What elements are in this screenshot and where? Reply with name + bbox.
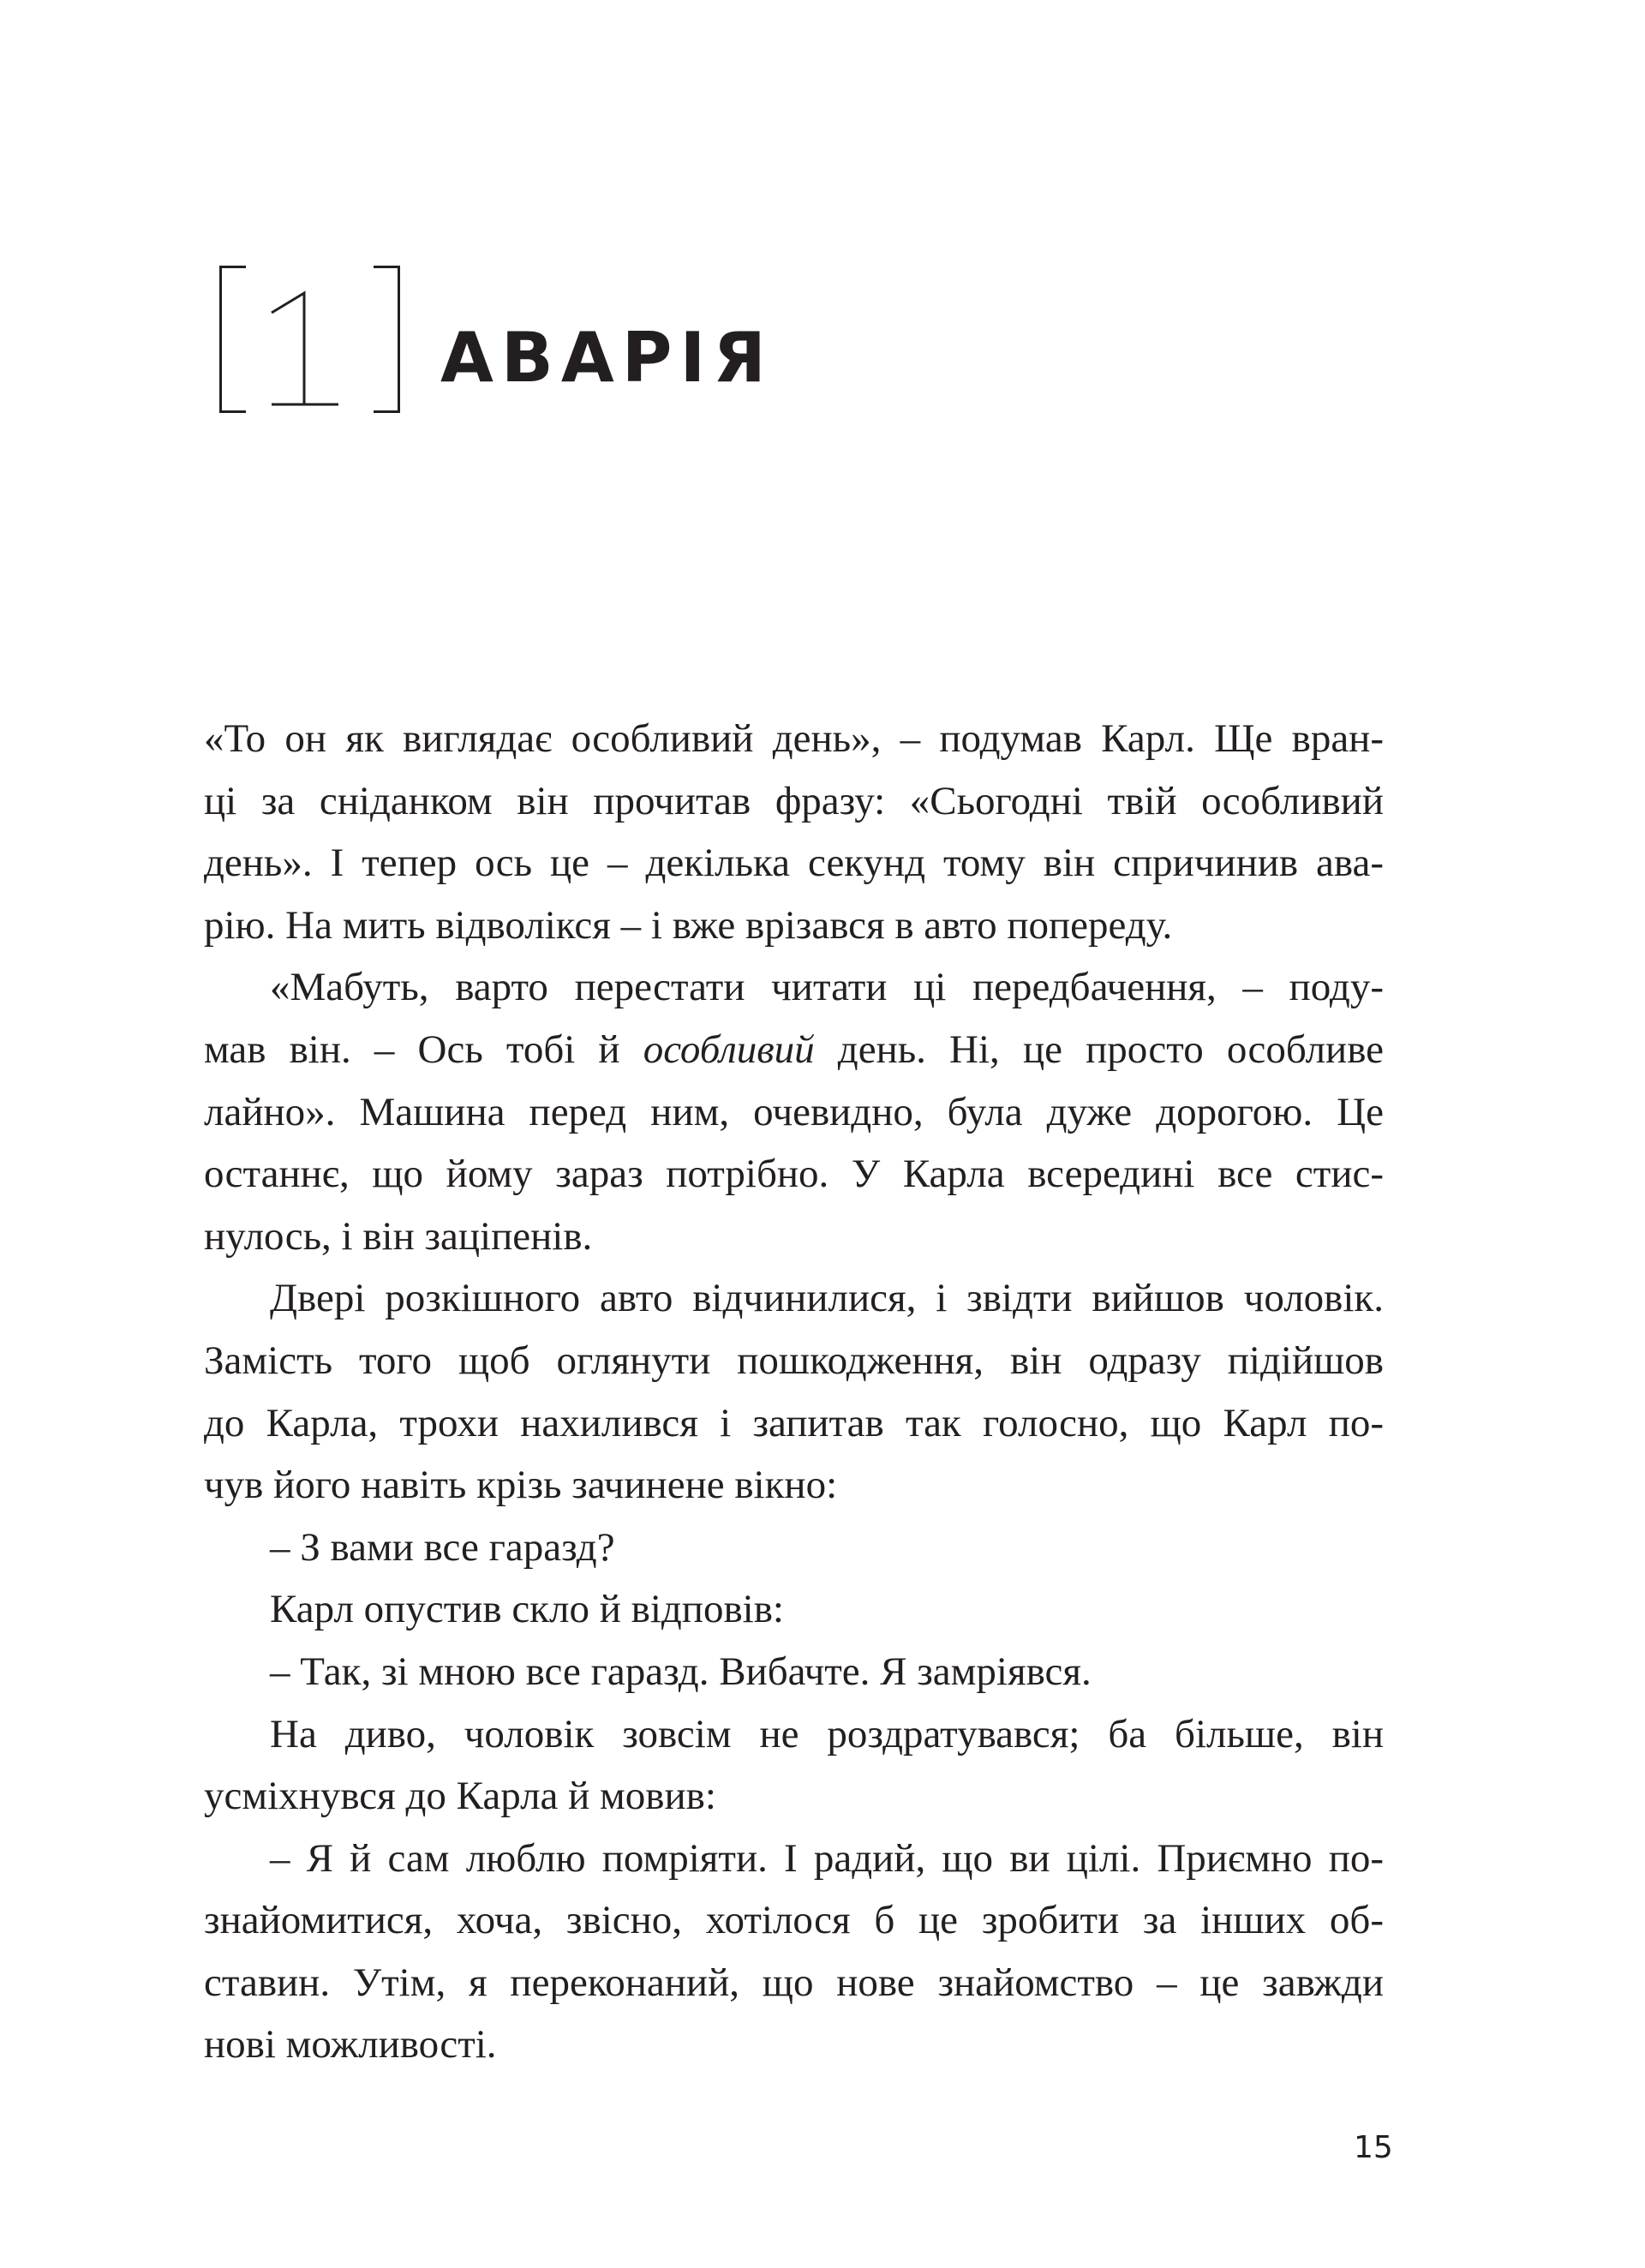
text-line: Карл опустив скло й відповів: [270,1587,784,1632]
text-line: нові можливості. [204,2022,497,2068]
chapter-number [257,278,368,407]
italic-emphasis: особливий [643,1026,815,1072]
text-segment: мав він. – Ось тобі й [204,1026,643,1072]
text-line: Двері розкішного авто відчинилися, і звідти вийшов чоловік. [270,1276,1384,1321]
text-line: знайомитися, хоча, звісно, хотілося б це зробити за інших об- [204,1898,1384,1943]
text-line: ставин. Утім, я переконаний, що нове знайомство – це завжди [204,1960,1384,2005]
text-segment: день. Ні, це просто особливе [814,1026,1384,1072]
text-line: – Я й сам люблю помріяти. І радий, що ви цілі. Приємно по- [270,1835,1384,1881]
body-text [204,708,1384,2076]
text-line [204,1019,1384,1081]
text-line: – Так, зі мною все гаразд. Вибачте. Я замріявся. [270,1649,1092,1694]
page-number: 15 [1354,2130,1393,2165]
text-line: чув його навіть крізь зачинене вікно: [204,1463,838,1508]
text-line: ці за сніданком він прочитав фразу: «Сьогодні твій особливий [204,778,1384,823]
text-line: останнє, що йому зараз потрібно. У Карла всередині все стис- [204,1152,1384,1197]
text-line: Замість того щоб оглянути пошкодження, він одразу підійшов [204,1337,1384,1383]
text-line: лайно». Машина перед ним, очевидно, була дуже дорогою. Це [204,1089,1384,1134]
text-line: день». І тепер ось це – декілька секунд тому він спричинив ава- [204,841,1384,886]
text-line: до Карла, трохи нахилився і запитав так голосно, що Карл по- [204,1400,1384,1445]
text-line: нулось, і він заціпенів. [204,1213,593,1259]
chapter-bracket-left [219,266,246,413]
text-line: На диво, чоловік зовсім не роздратувався; ба більше, він [270,1711,1384,1756]
text-line: «Мабуть, варто перестати читати ці передбачення, – поду- [270,965,1384,1010]
text-line: – З вами все гаразд? [270,1524,615,1570]
text-line: рію. На мить відволікся – і вже врізався в авто попереду. [204,902,1173,948]
chapter-bracket-right [374,266,400,413]
chapter-title: АВАРІЯ [440,318,774,398]
text-line: усміхнувся до Карла й мовив: [204,1774,716,1819]
text-line: «То он як виглядає особливий день», – подумав Карл. Ще вран- [204,716,1384,761]
